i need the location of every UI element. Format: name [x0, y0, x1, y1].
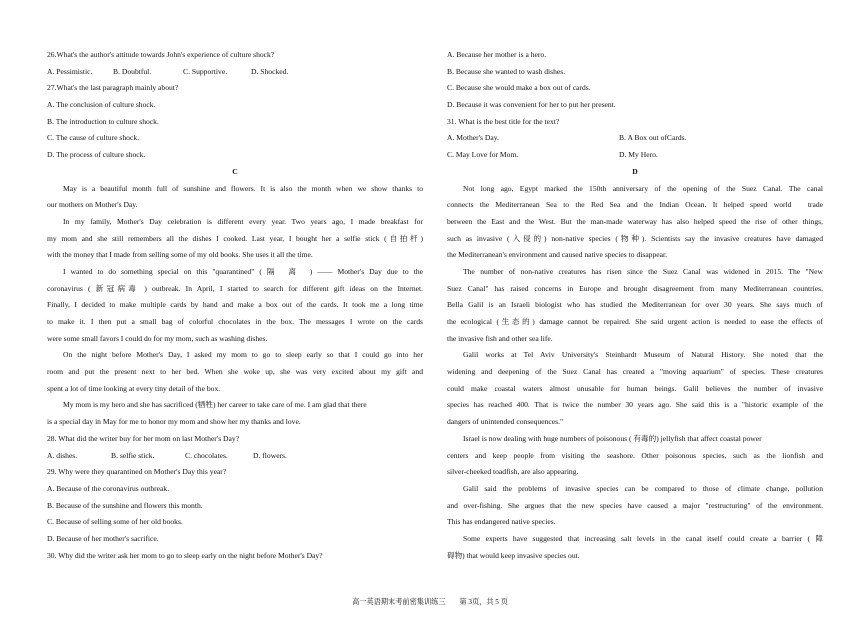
passage-line: The number of non-native creatures has risen since the Suez Canal was widened in 2015. The "New: [463, 266, 823, 276]
option-c[interactable]: C. Supportive.: [183, 66, 228, 76]
option-b[interactable]: B. Because she wanted to wash dishes.: [447, 66, 566, 76]
passage-line: dangers of unintended consequences.": [447, 417, 564, 427]
option-a[interactable]: A. Mother's Day.: [447, 133, 499, 143]
passage-line: My mom is my hero and she has sacrificed (牺牲) her career to take care of me. I am glad that there: [63, 400, 367, 410]
question-27: 27.What's the last paragraph mainly about?: [47, 83, 179, 93]
left-column: [47, 0, 423, 564]
option-b[interactable]: B. Because of the sunshine and flowers this month.: [47, 500, 203, 510]
passage-c: [47, 181, 423, 431]
passage-line: my mom and she still remembers all the dishes I cooked. Last year, I bought her a selfie stick (自拍杆): [47, 233, 423, 243]
passage-line: centers and keep people from visiting the seashore. Other poisonous species, such as the lionfish and: [447, 450, 823, 460]
passage-line: I wanted to do something special on this "quarantined" ( 隔 离 ) —— Mother's Day due to the: [63, 266, 423, 276]
option-a[interactable]: A. Because of the coronavirus outbreak.: [47, 483, 170, 493]
passage-line: the invasive fish and other sea life.: [447, 333, 553, 343]
option-c[interactable]: C. The cause of culture shock.: [47, 133, 140, 143]
option-c[interactable]: C. May Love for Mom.: [447, 150, 519, 160]
option-d[interactable]: D. flowers.: [253, 450, 287, 460]
passage-line: spent a lot of time looking at every tiny detail of the box.: [47, 383, 221, 393]
page-footer: [0, 597, 860, 607]
option-d[interactable]: D. The process of culture shock.: [47, 150, 146, 160]
option-c[interactable]: C. Because of selling some of her old books.: [47, 517, 183, 527]
passage-line: were some small favors I could do for my mom, such as washing dishes.: [47, 333, 268, 343]
passage-line: 碍物) that would keep invasive species out.: [447, 550, 580, 560]
option-b[interactable]: B. Doubtful.: [113, 66, 152, 76]
passage-d: [447, 181, 823, 565]
passage-line: Suez Canal" has raised concerns in Europe and brought disagreement from many Mediterranean countries.: [447, 283, 823, 293]
question-31-options-row2: [447, 147, 823, 164]
passage-line: widening and deepening of the Suez Canal has created a "moving aquarium" of species. These creatures: [447, 367, 823, 377]
option-a[interactable]: A. Because her mother is a hero.: [447, 50, 547, 59]
passage-line: Bella Galil is an Israeli biologist who has studied the Mediterranean for over 30 years. She says much of: [447, 300, 823, 310]
passage-line: is a special day in May for me to honor my mom and show her my thanks and love.: [47, 417, 301, 427]
passage-line: Galil works at Tel Aviv University's Steinhardt Museum of Natural History. She noted that the: [463, 350, 823, 360]
option-a[interactable]: A. Pessimistic.: [47, 66, 93, 76]
passage-line: coronavirus ( 新冠病毒 ) outbreak. In April, I started to search for different gift ideas on the Internet.: [47, 283, 423, 293]
passage-line: between the East and the West. But the man-made waterway has also helped speed the rise of other things,: [447, 216, 823, 226]
passage-line: the ecological (生态的) damage cannot be repaired. She said urgent action is needed to ease the effects of: [447, 317, 823, 326]
option-b[interactable]: B. selfie stick.: [111, 450, 155, 460]
option-c[interactable]: C. chocolates.: [185, 450, 228, 460]
option-d[interactable]: D. Because it was convenient for her to put her present.: [447, 100, 616, 110]
passage-line: On the night before Mother's Day, I asked my mom to go to sleep early so that I could go into her: [63, 350, 423, 360]
passage-line: Some experts have suggested that increasing salt levels in the canal itself could create a barrier ( 障: [463, 533, 823, 543]
passage-line: with the money that I made from selling some of my old books. She uses it all the time.: [47, 250, 313, 260]
option-a[interactable]: A. The conclusion of culture shock.: [47, 100, 156, 110]
passage-line: Not long ago, Egypt marked the 150th anniversary of the opening of the Suez Canal. The canal: [463, 183, 823, 193]
passage-line: to make it. I then put a small bag of colorful chocolates in the box. The messages I wrote on the cards: [47, 317, 423, 326]
question-26-options: [47, 64, 423, 81]
option-d[interactable]: D. Because of her mother's sacrifice.: [47, 533, 159, 543]
question-29: 29. Why were they quarantined on Mother's Day this year?: [47, 467, 227, 477]
question-28-options: [47, 448, 423, 465]
section-d-heading: D: [632, 166, 638, 176]
passage-line: Galil said the problems of invasive species can be compared to those of climate change, pollution: [463, 483, 823, 493]
question-31: 31. What is the best title for the text?: [447, 116, 560, 126]
option-d[interactable]: D. Shocked.: [251, 66, 289, 76]
option-d[interactable]: D. My Hero.: [619, 150, 658, 160]
passage-line: could make coastal waters almost unusable for human beings. Galil believes the number of invasive: [447, 383, 823, 393]
passage-line: our mothers on Mother's Day.: [47, 200, 138, 210]
passage-line: room and put the present next to her bed. When she woke up, she was very excited about my gift and: [47, 367, 423, 377]
passage-line: Finally, I decided to make multiple cards by hand and make a box out of the cards. It took me a long time: [47, 300, 423, 310]
option-c[interactable]: C. Because she would make a box out of cards.: [447, 83, 591, 93]
question-28: 28. What did the writer buy for her mom on last Mother's Day?: [47, 433, 240, 443]
right-column: [447, 0, 823, 564]
passage-line: silver-cheeked toadfish, are also appearing.: [447, 467, 579, 477]
option-b[interactable]: B. The introduction to culture shock.: [47, 116, 159, 126]
passage-line: Israel is now dealing with huge numbers of poisonous ( 有毒的) jellyfish that affect coastal power: [463, 433, 762, 443]
passage-line: species has reached 400. That is twice the number 30 years ago. She said this is a "historic example of the: [447, 400, 823, 410]
option-a[interactable]: A. dishes.: [47, 450, 78, 460]
footer-title: 高一英语期末考前密集训练三: [352, 598, 446, 606]
passage-line: connects the Mediterranean Sea to the Red Sea and the Indian Ocean. It helped speed world trade: [447, 200, 823, 210]
passage-line: In my family, Mother's Day celebration is different every year. Two years ago, I made breakfast for: [63, 216, 423, 226]
passage-line: May is a beautiful month full of sunshine and flowers. It is also the month when we show thanks to: [63, 183, 423, 193]
question-30: 30. Why did the writer ask her mom to go to sleep early on the night before Mother's Day?: [47, 550, 323, 560]
footer-page-number: 第 3页，共 5 页: [459, 598, 508, 606]
question-26: 26.What's the author's attitude towards John's experience of culture shock?: [47, 50, 275, 59]
section-c-heading: C: [232, 166, 238, 176]
passage-line: the Mediterranean's environment and caused native species to disappear.: [447, 250, 668, 260]
question-31-options-row1: [447, 130, 823, 147]
passage-line: and over-fishing. She argues that the new species have caused a major "restructuring" of the environment.: [447, 500, 823, 510]
passage-line: This has endangered native species.: [447, 517, 556, 527]
passage-line: such as invasive (入侵的) non-native species (物种). Scientists say the invasive creatures have damaged: [447, 233, 823, 243]
option-b[interactable]: B. A Box out ofCards.: [619, 133, 687, 143]
